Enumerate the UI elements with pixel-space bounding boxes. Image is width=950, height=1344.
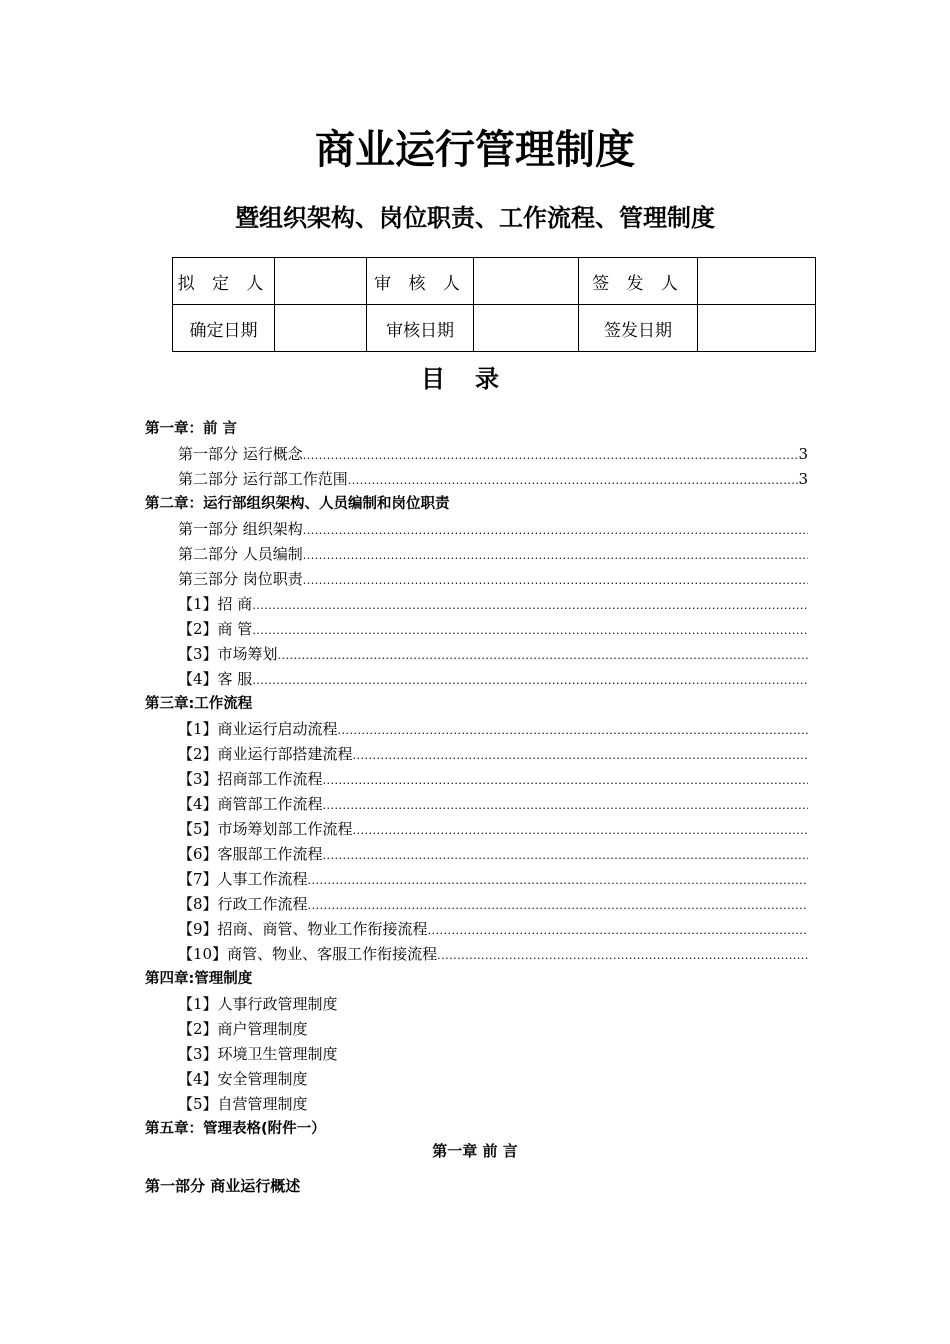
toc-leader-dots [308,867,808,892]
toc-entry[interactable] [178,667,808,692]
toc-leader-dots [428,917,808,942]
toc-entry-label: 【6】客服部工作流程 [178,845,323,863]
draft-date-value [275,305,367,352]
toc-page-number: 3 [798,445,808,463]
toc-leader-dots [437,942,808,967]
toc-entry-label: 【9】招商、商管、物业工作衔接流程 [178,920,428,938]
reviewer-label: 审 核 人 [367,258,474,305]
toc-entry-label: 【8】行政工作流程 [178,895,308,913]
toc-entry[interactable] [178,917,808,942]
approval-row-names [173,258,816,305]
toc-entry[interactable] [178,767,808,792]
toc-entry-label: 【4】商管部工作流程 [178,795,323,813]
document-title: 商业运行管理制度 [315,127,635,173]
toc-entry[interactable] [178,642,808,667]
toc-entry[interactable] [178,517,808,542]
toc-leader-dots [353,817,808,842]
approval-table [172,257,816,352]
toc-leader-dots [252,617,808,642]
chapter-heading: 第一章 前 言 [432,1142,518,1160]
toc-entry[interactable] [178,617,808,642]
toc-leader-dots [353,742,808,767]
toc-leader-dots [303,442,799,467]
toc-chapter-4: 第四章:管理制度 [145,971,253,987]
review-date-value [474,305,579,352]
draft-date-label: 确定日期 [173,305,275,352]
toc-leader-dots [303,517,808,542]
toc-entry-label: 第二部分 运行部工作范围 [178,470,348,488]
toc-entry[interactable] [178,442,808,467]
toc-entry-label: 【7】人事工作流程 [178,870,308,888]
issue-date-value [698,305,816,352]
issuer-value [698,258,816,305]
toc-entry[interactable] [178,842,808,867]
issue-date-label: 签发日期 [579,305,698,352]
toc-entry-label: 【2】商 管 [178,620,253,638]
toc-entry-label: 【5】市场筹划部工作流程 [178,820,353,838]
part-heading: 第一部分 商业运行概述 [145,1177,301,1195]
toc-entry[interactable] [178,542,808,567]
toc-page-number: 3 [798,470,808,488]
toc-entry[interactable] [178,892,808,917]
document-subtitle: 暨组织架构、岗位职责、工作流程、管理制度 [235,204,715,232]
issuer-label: 签 发 人 [579,258,698,305]
toc-entry-label: 【3】市场筹划 [178,645,278,663]
toc-entry-label: 【1】招 商 [178,595,253,613]
toc-entry[interactable] [178,742,808,767]
toc-entry-label: 【3】招商部工作流程 [178,770,323,788]
toc-entry[interactable] [178,942,808,967]
drafter-label: 拟 定 人 [173,258,275,305]
toc-entry-label: 【1】商业运行启动流程 [178,720,338,738]
review-date-label: 审核日期 [367,305,474,352]
toc-entry[interactable] [178,592,808,617]
toc-entry-label[interactable]: 【2】商户管理制度 [178,1020,308,1038]
toc-entry-label[interactable]: 【4】安全管理制度 [178,1070,308,1088]
toc-chapter-5: 第五章：管理表格(附件一） [145,1121,326,1137]
toc-entry-label: 第一部分 运行概念 [178,445,303,463]
toc-entry-label[interactable]: 【1】人事行政管理制度 [178,995,338,1013]
approval-row-dates [173,305,816,352]
toc-leader-dots [303,567,808,592]
toc-entry[interactable] [178,867,808,892]
toc-leader-dots [303,542,808,567]
toc-entry-label: 第一部分 组织架构 [178,520,303,538]
toc-entry[interactable] [178,792,808,817]
toc-leader-dots [338,717,808,742]
toc-chapter-3: 第三章:工作流程 [145,696,253,712]
toc-entry[interactable] [178,717,808,742]
toc-entry-label[interactable]: 【3】环境卫生管理制度 [178,1045,338,1063]
toc-chapter-1: 第一章：前 言 [145,421,238,437]
toc-entry-label[interactable]: 【5】自营管理制度 [178,1095,308,1113]
toc-entry[interactable] [178,467,808,492]
toc-entry-label: 第二部分 人员编制 [178,545,303,563]
toc-leader-dots [323,842,808,867]
toc-leader-dots [308,892,808,917]
toc-entry[interactable] [178,817,808,842]
drafter-value [275,258,367,305]
reviewer-value [474,258,579,305]
toc-leader-dots [278,642,808,667]
toc-leader-dots [252,592,808,617]
toc-entry[interactable] [178,567,808,592]
toc-leader-dots [323,792,808,817]
toc-entry-label: 【2】商业运行部搭建流程 [178,745,353,763]
toc-leader-dots [348,467,799,492]
toc-chapter-2: 第二章：运行部组织架构、人员编制和岗位职责 [145,496,450,512]
toc-entry-label: 第三部分 岗位职责 [178,570,303,588]
toc-entry-label: 【4】客 服 [178,670,253,688]
toc-entry-label: 【10】商管、物业、客服工作衔接流程 [178,945,438,963]
toc-leader-dots [252,667,808,692]
toc-leader-dots [323,767,808,792]
toc-title: 目录 [421,365,529,393]
